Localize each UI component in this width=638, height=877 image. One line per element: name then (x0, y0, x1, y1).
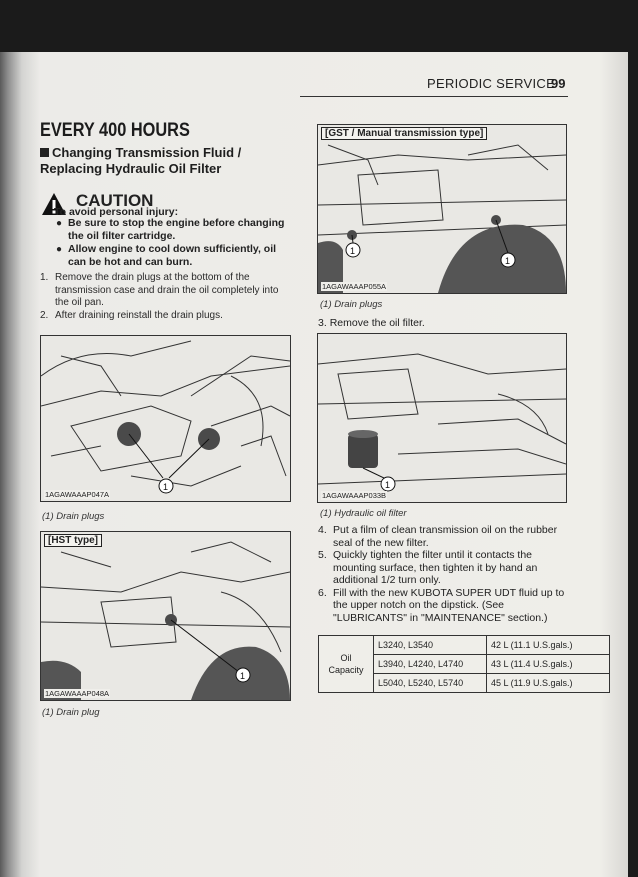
model-cell: L5040, L5240, L5740 (374, 674, 487, 693)
callout-1: 1 (350, 246, 356, 256)
callout-1: 1 (163, 482, 169, 492)
step-item: 5. Quickly tighten the filter until it contacts the mounting surface, then tighten it by hand an additional 1/2 turn only. (318, 549, 538, 586)
figure-caption: (1) Hydraulic oil filter (320, 508, 407, 519)
hydraulic-oil-filter-illustration (318, 334, 566, 502)
bullet-dot-icon: ● (56, 244, 63, 255)
running-header: PERIODIC SERVICE (427, 76, 556, 91)
steps-left (40, 272, 292, 322)
figure-type-label: [GST / Manual transmission type] (321, 127, 487, 140)
figure-caption: (1) Drain plug (42, 707, 100, 718)
capacity-cell: 43 L (11.4 U.S.gals.) (487, 655, 610, 674)
steps-right (318, 524, 574, 624)
figure-hst-drain-plug (40, 531, 291, 701)
table-row (319, 636, 610, 655)
caution-heading: CAUTION (76, 191, 154, 210)
gst-drain-plugs-illustration (318, 125, 566, 293)
step-item: 6. Fill with the new KUBOTA SUPER UDT fluid up to the upper notch on the dipstick. (See "LUBRICANTS" in "MAINTENANCE" section.) (318, 586, 565, 624)
capacity-cell: 45 L (11.9 U.S.gals.) (487, 674, 610, 693)
figure-caption: (1) Drain plugs (42, 511, 105, 522)
figure-type-label: [HST type] (44, 534, 102, 547)
figure-gst-drain-plugs (317, 124, 567, 294)
oil-capacity-table (318, 635, 610, 693)
subsection-title: Changing Transmission Fluid / Replacing Hydraulic Oil Filter (40, 145, 242, 176)
step-item: 2. After draining reinstall the drain plugs. (40, 309, 223, 321)
figure-code: 1AGAWAAAP047A (45, 490, 110, 499)
figure-code: 1AGAWAAAP048A (45, 689, 110, 698)
page-number: 99 (551, 76, 566, 91)
figure-drain-plugs (40, 335, 291, 502)
figure-hydraulic-oil-filter (317, 333, 567, 503)
step-item: 4. Put a film of clean transmission oil on the rubber seal of the new filter. (318, 524, 558, 549)
hst-drain-plug-illustration (41, 532, 290, 700)
callout-1: 1 (240, 671, 246, 681)
square-bullet-icon (40, 148, 49, 157)
capacity-label: Oil Capacity (319, 636, 374, 693)
drain-plugs-illustration (41, 336, 290, 501)
figure-caption: (1) Drain plugs (320, 299, 383, 310)
caution-lead: To avoid personal injury: (54, 206, 179, 218)
capacity-cell: 42 L (11.1 U.S.gals.) (487, 636, 610, 655)
caution-bullet: ● Be sure to stop the engine before changing the oil filter cartridge. (56, 217, 285, 242)
step-item: 1. Remove the drain plugs at the bottom of the transmission case and drain the oil completely into the oil pan. (40, 272, 279, 308)
figure-code: 1AGAWAAAP033B (322, 491, 387, 500)
caution-list (56, 217, 292, 269)
callout-1: 1 (385, 480, 391, 490)
caution-bullet: ● Allow engine to cool down sufficiently, oil can be hot and can burn. (56, 243, 277, 268)
model-cell: L3940, L4240, L4740 (374, 655, 487, 674)
header-rule (300, 96, 568, 97)
callout-1: 1 (505, 256, 511, 266)
bullet-dot-icon: ● (56, 218, 63, 229)
section-title: EVERY 400 HOURS (40, 120, 190, 141)
step-item: 3. Remove the oil filter. (318, 317, 425, 329)
figure-code: 1AGAWAAAP055A (322, 282, 387, 291)
model-cell: L3240, L3540 (374, 636, 487, 655)
